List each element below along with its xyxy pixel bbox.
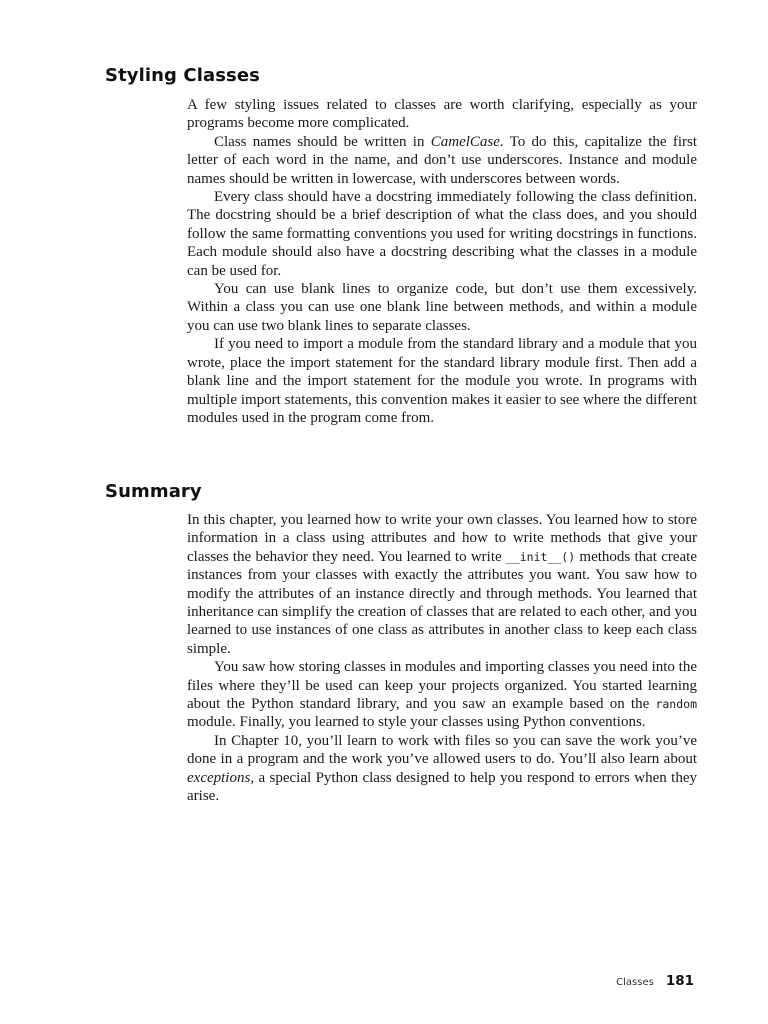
section-heading-styling-classes: Styling Classes — [105, 65, 260, 86]
paragraph: A few styling issues related to classes are worth clarifying, especially as your programs become more complicated. — [187, 97, 697, 132]
text-run: methods that create instances from your classes with exactly the attributes you want. You saw how to modify the attributes of an instance directly and through methods. You learned that inheritance can simplify the creation of classes that are related to each other, and you learned to use instances of one class as attributes in another class to keep each class simple. — [187, 548, 697, 657]
paragraph: Every class should have a docstring immediately following the class definition. The docstring should be a brief description of what the class does, and you should follow the same formatting conventions you used for writing docstrings in functions. Each module should also have a docstring describing what the classes in a module can be used for. — [187, 189, 697, 279]
paragraph — [187, 133, 697, 188]
text-run: Class names should be written in — [214, 133, 431, 150]
text-run: You saw how storing classes in modules and importing classes you need into the files where they’ll be used can keep your projects organized. You started learning about the Python standard library, and you saw an example based on the — [187, 659, 698, 713]
text-run: In this chapter, you learned how to write your own classes. You learned how to store information in a class using attributes and how to write methods that give your classes the behavior they need. You learned to write — [187, 512, 697, 565]
section-heading-summary: Summary — [105, 481, 202, 502]
inline-code: __init__() — [505, 549, 576, 564]
text-run: In Chapter 10, you’ll learn to work with files so you can save the work you’ve done in a program and the work you’ve allowed users to do. You’ll also learn about — [187, 732, 697, 768]
footer-chapter-title: Classes — [616, 977, 654, 988]
emphasis-text: exceptions — [187, 769, 251, 786]
text-run: , a special Python class designed to help you respond to errors when they arise. — [187, 769, 697, 805]
paragraph: You can use blank lines to organize code, but don’t use them excessively. Within a class you can use one blank line between methods, and within a module you can use two blank lines to separate classes. — [187, 281, 697, 334]
summary-body — [187, 511, 697, 806]
styling-classes-body — [187, 96, 697, 427]
page-footer — [616, 973, 694, 993]
text-run: module. Finally, you learned to style your classes using Python conventions. — [187, 714, 646, 731]
paragraph — [187, 732, 697, 806]
page-number: 181 — [665, 973, 694, 989]
paragraph: If you need to import a module from the standard library and a module that you wrote, place the import statement for the standard library module first. Then add a blank line and the import statement for the module you wrote. In programs with multiple import statements, this convention makes it easier to see where the different modules used in the program come from. — [187, 336, 697, 426]
inline-code: random — [655, 697, 697, 712]
paragraph — [187, 658, 697, 732]
text-run: . To do this, capitalize the first letter of each word in the name, and don’t use underscores. Instance and module names should be written in lowercase, with underscores between words. — [187, 133, 697, 187]
paragraph — [187, 511, 697, 658]
emphasis-text: CamelCase — [430, 133, 500, 150]
